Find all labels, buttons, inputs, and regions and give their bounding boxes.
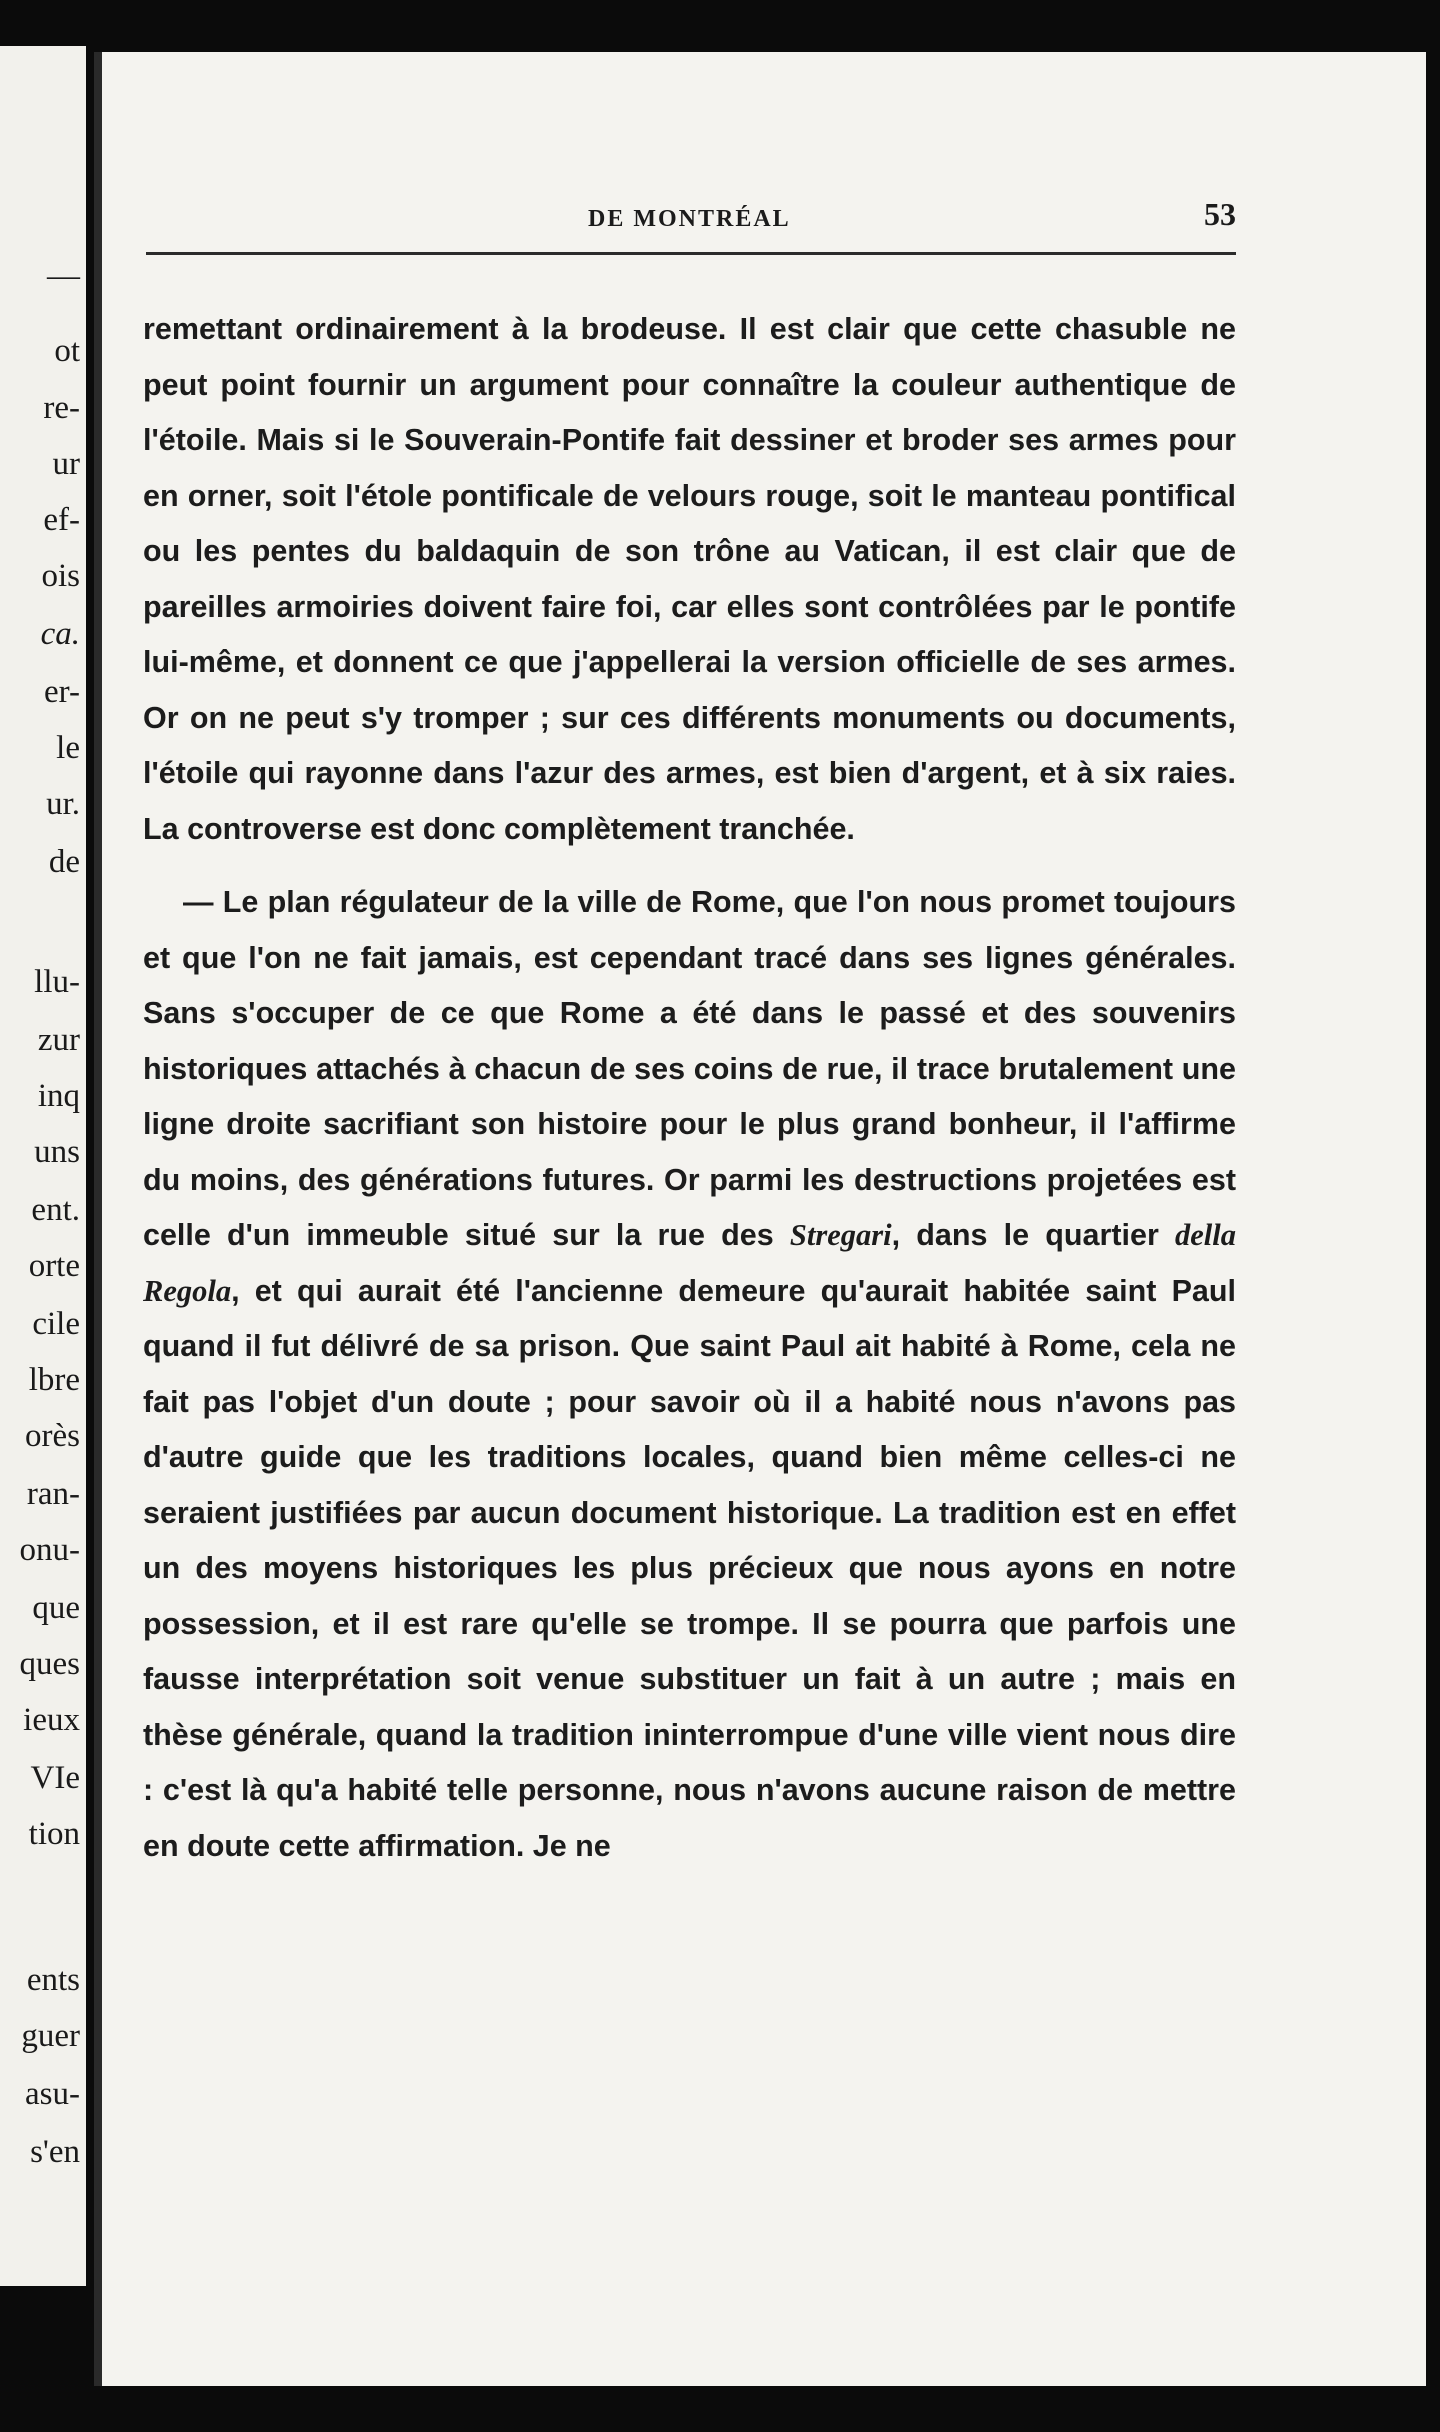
paragraph: [143, 875, 1236, 1874]
adjacent-page-line: —: [47, 258, 80, 294]
adjacent-page-line: ieux: [23, 1702, 80, 1738]
adjacent-page-line: ent.: [31, 1192, 80, 1228]
adjacent-page-line: ca.: [40, 616, 80, 652]
adjacent-page-line: guer: [21, 2018, 80, 2054]
adjacent-page-line: zur: [37, 1022, 80, 1058]
page-number: 53: [1204, 196, 1236, 232]
header-rule: [146, 252, 1236, 255]
adjacent-page-line: onu-: [19, 1532, 80, 1568]
text-run: , dans le quartier: [891, 1218, 1175, 1252]
italic-quarter-name: della Regola: [143, 1218, 1236, 1308]
adjacent-page-line: orte: [28, 1248, 80, 1284]
adjacent-page-line: ran-: [26, 1476, 80, 1512]
adjacent-page-line: ents: [26, 1962, 80, 1998]
body-text: [143, 302, 1236, 1874]
adjacent-page-line: de: [48, 844, 80, 880]
text-run: , et qui aurait été l'ancienne demeure qu'aurait habitée saint Paul quand il fut délivré de sa prison. Que saint Paul ait habité à Rome, cela ne fait pas l'objet d'un doute ; pour savoir où il a habité nous n'avons pas d'autre guide que les traditions locales, quand bien même celles-ci ne seraient justifiées par aucun document historique. La tradition est en effet un des moyens historiques les plus précieux que nous ayons en notre possession, et il est rare qu'elle se trompe. Il se pourra que parfois une fausse interprétation soit venue substituer un fait à un autre ; mais en thèse générale, quand la tradition ininterrompue d'une ville vient nous dire : c'est là qu'a habité telle personne, nous n'avons aucune raison de mettre en doute cette affirmation. Je ne: [143, 1273, 1236, 1863]
text-run: — Le plan régulateur de la ville de Rome, que l'on nous promet toujours et que l'on ne fait jamais, est cependant tracé dans ses lignes générales. Sans s'occuper de ce que Rome a été dans le passé et des souvenirs historiques attachés à chacun de ses coins de rue, il trace brutalement une ligne droite sacrifiant son histoire pour le plus grand bonheur, il l'affirme du moins, des générations futures. Or parmi les destructions projetées est celle d'un immeuble situé sur la rue des: [143, 885, 1236, 1252]
adjacent-page-line: er-: [44, 674, 80, 710]
adjacent-page-line: lbre: [28, 1362, 80, 1398]
adjacent-page-line: ur.: [46, 786, 80, 822]
adjacent-page-line: VIe: [30, 1760, 80, 1796]
adjacent-page-line: re-: [43, 390, 80, 426]
italic-street-name: Stregari: [789, 1218, 892, 1252]
adjacent-page-line: tion: [28, 1816, 80, 1852]
adjacent-page-line: ois: [41, 558, 80, 594]
running-title: DE MONTRÉAL: [588, 206, 791, 232]
adjacent-page: [0, 46, 86, 2286]
adjacent-page-line: uns: [34, 1134, 80, 1170]
adjacent-page-line: asu-: [25, 2076, 80, 2112]
scan-border: [1426, 0, 1440, 2432]
adjacent-page-line: ur: [52, 446, 80, 482]
adjacent-page-line: ot: [54, 333, 80, 369]
adjacent-page-line: ques: [19, 1646, 80, 1682]
adjacent-page-line: orès: [25, 1418, 80, 1454]
adjacent-page-line: cile: [32, 1306, 80, 1342]
adjacent-page-line: le: [56, 730, 80, 766]
adjacent-page-line: s'en: [30, 2134, 80, 2170]
adjacent-page-line: ef-: [43, 502, 80, 538]
adjacent-page-line: inq: [37, 1078, 80, 1114]
adjacent-page-line: llu-: [34, 964, 80, 1000]
page-header: [146, 196, 1236, 242]
paragraph: remettant ordinairement à la brodeuse. Il est clair que cette chasuble ne peut point fournir un argument pour connaître la couleur authentique de l'étoile. Mais si le Souverain-Pontife fait dessiner et broder ses armes pour en orner, soit l'étole pontificale de velours rouge, soit le manteau pontifical ou les pentes du baldaquin de son trône au Vatican, il est clair que de pareilles armoiries doivent faire foi, car elles sont contrôlées par le pontife lui-même, et donnent ce que j'appellerai la version officielle de ses armes. Or on ne peut s'y tromper ; sur ces différents monuments ou documents, l'étoile qui rayonne dans l'azur des armes, est bien d'argent, et à six raies. La controverse est donc complètement tranchée.: [143, 312, 1236, 846]
adjacent-page-line: que: [32, 1590, 80, 1626]
